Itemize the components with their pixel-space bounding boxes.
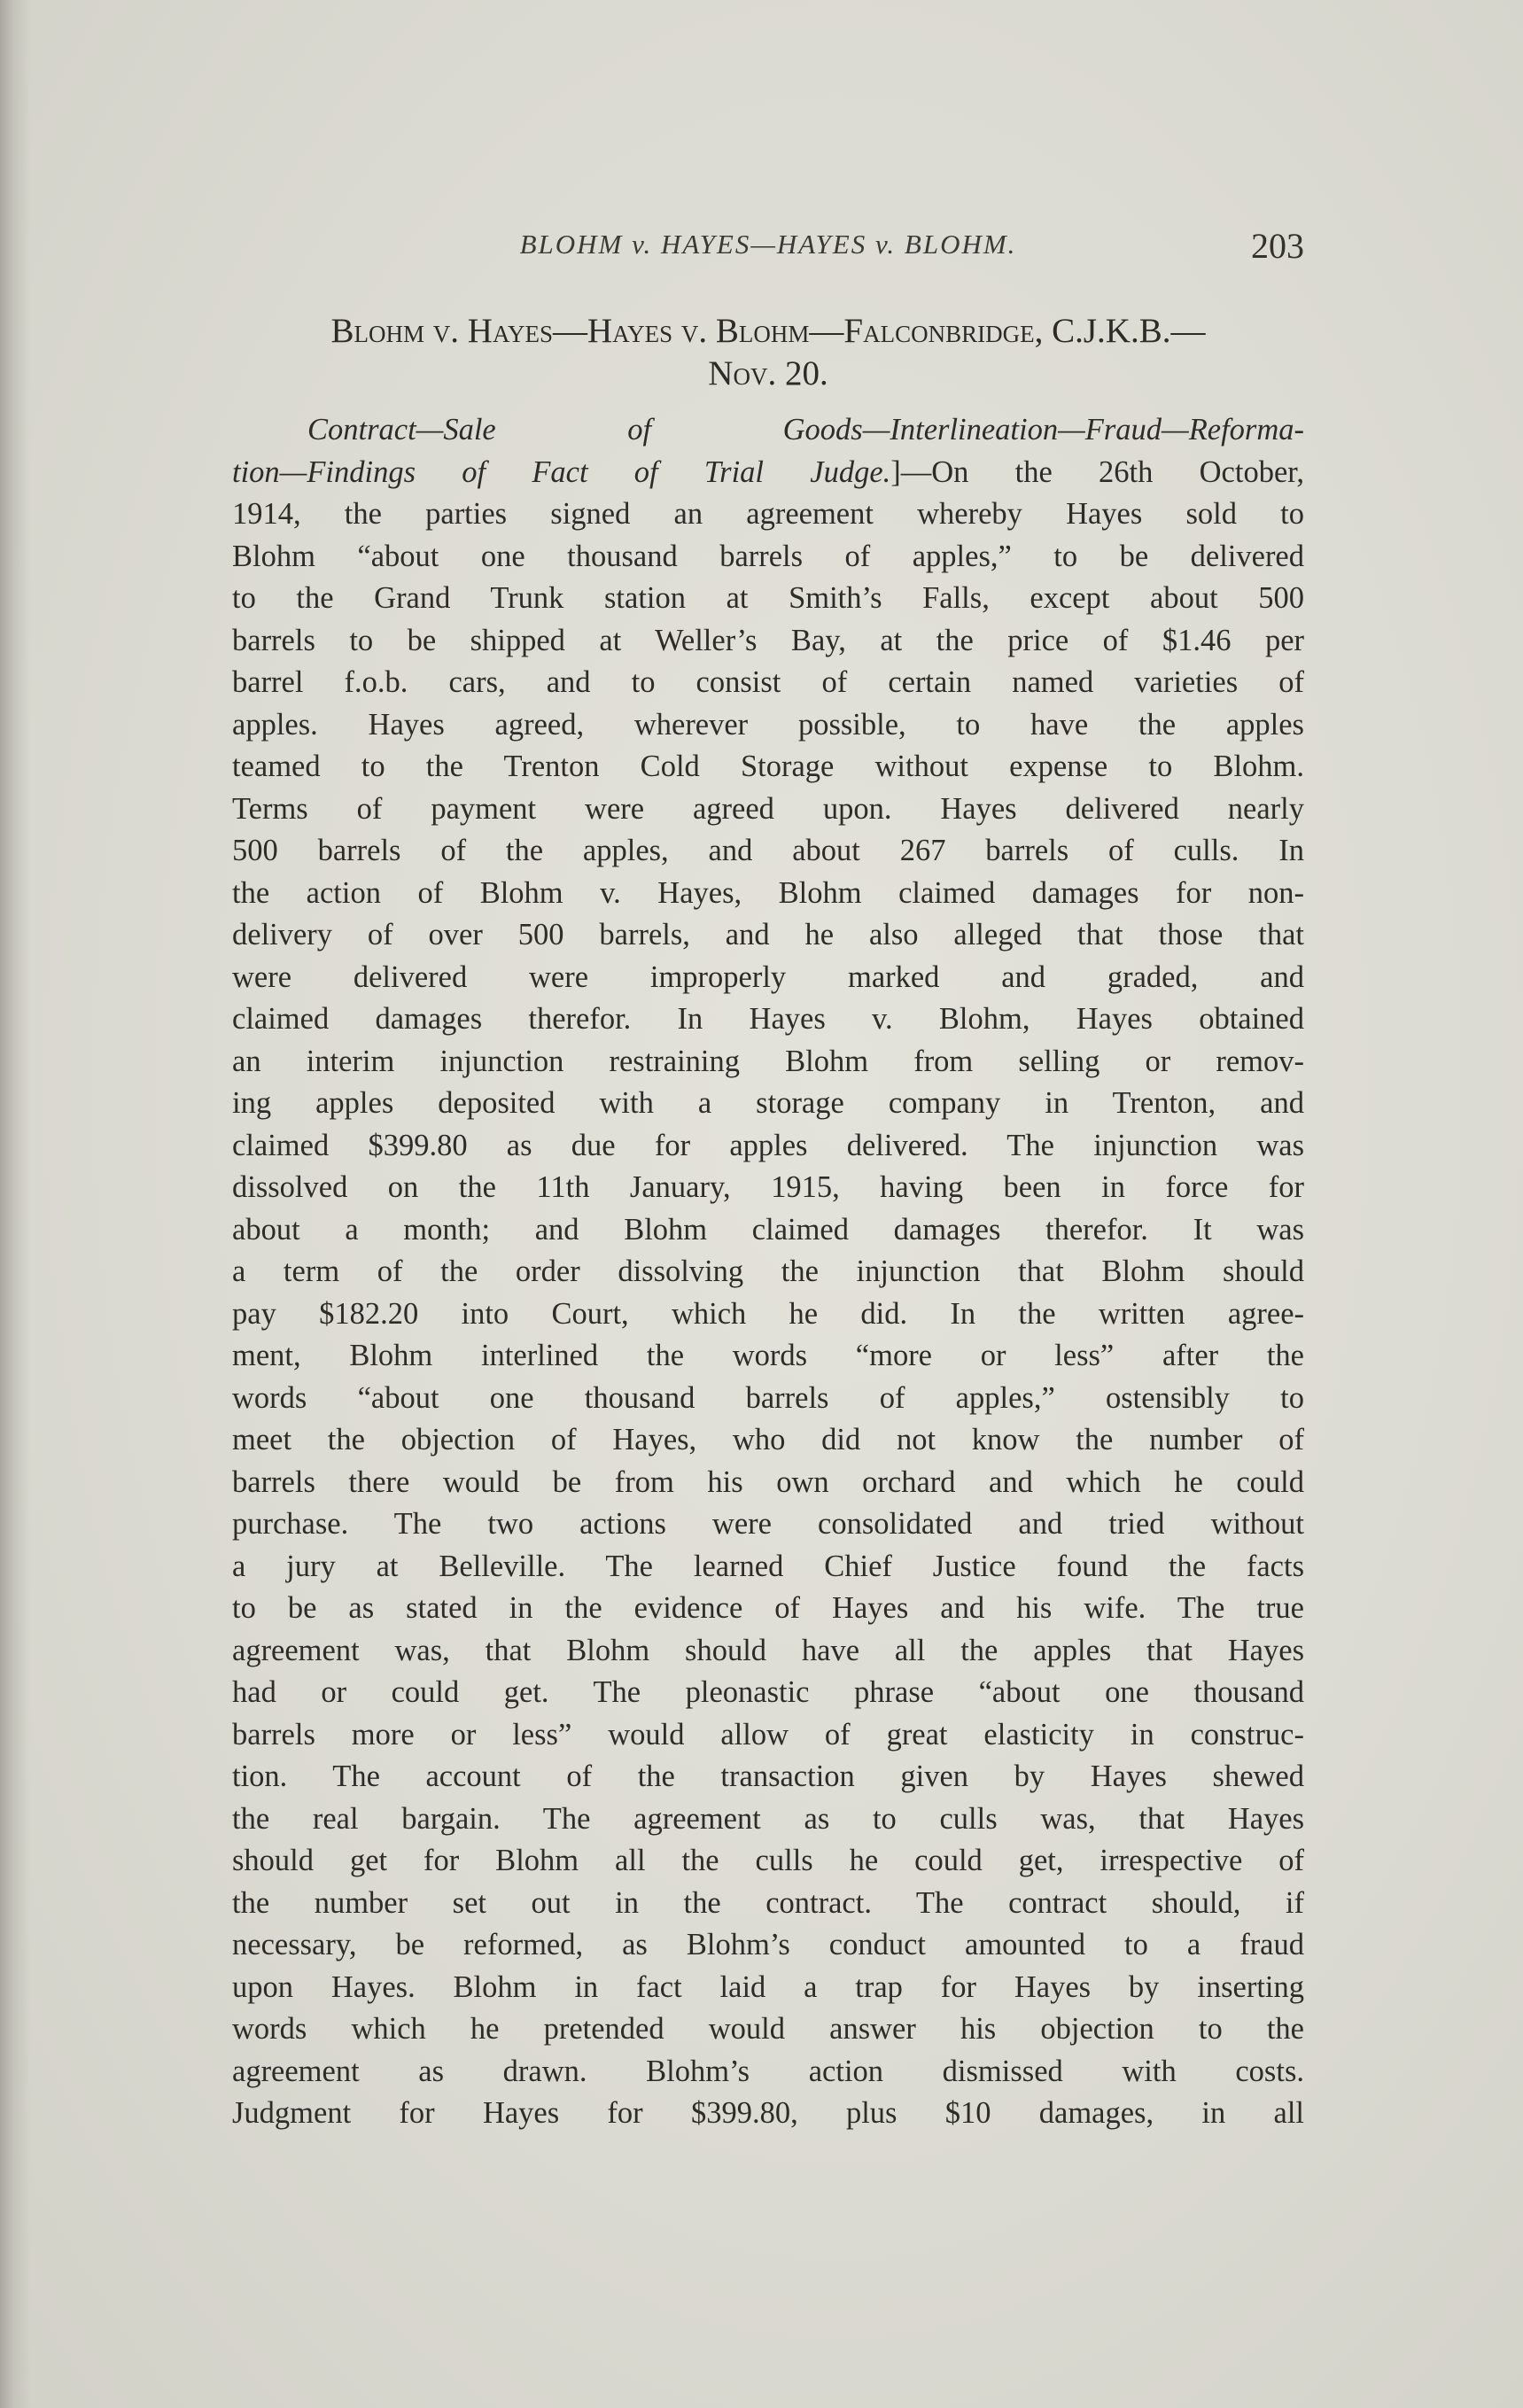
body-line-text: ]—On the 26th October, [890,454,1304,489]
running-title: BLOHM v. HAYES—HAYES v. BLOHM. [519,229,1017,260]
body-line: the action of Blohm v. Hayes, Blohm claimed damages for non- [232,875,1304,910]
case-heading-line-1: Blohm v. Hayes—Hayes v. Blohm—Falconbridge, C.J.K.B.— [330,312,1206,350]
case-heading [232,310,1304,395]
body-line: upon Hayes. Blohm in fact laid a trap for Hayes by inserting [232,1969,1304,2004]
body-line: 1914, the parties signed an agreement whereby Hayes sold to [232,497,1304,531]
case-heading-line-2: Nov. 20. [708,354,828,392]
body-line: agreement as drawn. Blohm’s action dismissed with costs. [232,2054,1304,2088]
catchwords-continued: tion—Findings of Fact of Trial Judge. [232,454,891,489]
body-line [232,409,1304,452]
body-line: claimed damages therefor. In Hayes v. Blohm, Hayes obtained [232,1002,1304,1036]
body-line: a jury at Belleville. The learned Chief Justice found the facts [232,1549,1304,1583]
body-line: the real bargain. The agreement as to culls was, that Hayes [232,1801,1304,1836]
body-line: tion. The account of the transaction given by Hayes shewed [232,1759,1304,1793]
running-head [232,226,1304,273]
body-line: Terms of payment were agreed upon. Hayes delivered nearly [232,791,1304,826]
body-line: purchase. The two actions were consolidated and tried without [232,1507,1304,1541]
body-line: words “about one thousand barrels of apples,” ostensibly to [232,1380,1304,1415]
page-number: 203 [1251,226,1304,266]
body-line: had or could get. The pleonastic phrase “about one thousand [232,1675,1304,1709]
body-line: apples. Hayes agreed, wherever possible, to have the apples [232,707,1304,742]
body-line: barrel f.o.b. cars, and to consist of certain named varieties of [232,665,1304,699]
body-line: Blohm “about one thousand barrels of apples,” to be delivered [232,539,1304,573]
body-line: pay $182.20 into Court, which he did. In the written agree- [232,1296,1304,1331]
body-line: 500 barrels of the apples, and about 267 barrels of culls. In [232,834,1304,867]
body-line: barrels there would be from his own orchard and which he could [232,1464,1304,1499]
body-line: ment, Blohm interlined the words “more or less” after the [232,1339,1304,1372]
body-line: about a month; and Blohm claimed damages therefor. It was [232,1212,1304,1247]
body-line: ing apples deposited with a storage company in Trenton, and [232,1086,1304,1120]
catchwords: Contract—Sale of Goods—Interlineation—Fraud—Reforma- [307,413,1304,447]
body-line: claimed $399.80 as due for apples delivered. The injunction was [232,1128,1304,1162]
body-line: should get for Blohm all the culls he could get, irrespective of [232,1844,1304,1877]
body-line: were delivered were improperly marked and graded, and [232,959,1304,994]
body-line: the number set out in the contract. The contract should, if [232,1885,1304,1920]
body-line: Judgment for Hayes for $399.80, plus $10 damages, in all [232,2096,1304,2130]
body-line: words which he pretended would answer his objection to the [232,2012,1304,2046]
body-line: a term of the order dissolving the injunction that Blohm should [232,1254,1304,1288]
body-line: dissolved on the 11th January, 1915, having been in force for [232,1170,1304,1204]
body-line: barrels to be shipped at Weller’s Bay, at the price of $1.46 per [232,623,1304,657]
body-line: necessary, be reformed, as Blohm’s conduct amounted to a fraud [232,1928,1304,1961]
body-line [232,452,1304,494]
body-line: to be as stated in the evidence of Hayes and his wife. The true [232,1591,1304,1625]
body-line: to the Grand Trunk station at Smith’s Falls, except about 500 [232,581,1304,615]
body-line: meet the objection of Hayes, who did not know the number of [232,1423,1304,1456]
body-line: delivery of over 500 barrels, and he also alleged that those that [232,918,1304,952]
body-line: an interim injunction restraining Blohm from selling or remov- [232,1044,1304,1078]
body-line: teamed to the Trenton Cold Storage without expense to Blohm. [232,750,1304,783]
spine-shadow [0,0,30,2408]
body-line: agreement was, that Blohm should have all the apples that Hayes [232,1633,1304,1667]
body-line: barrels more or less” would allow of great elasticity in construc- [232,1717,1304,1752]
headnote-body [232,409,1304,2135]
